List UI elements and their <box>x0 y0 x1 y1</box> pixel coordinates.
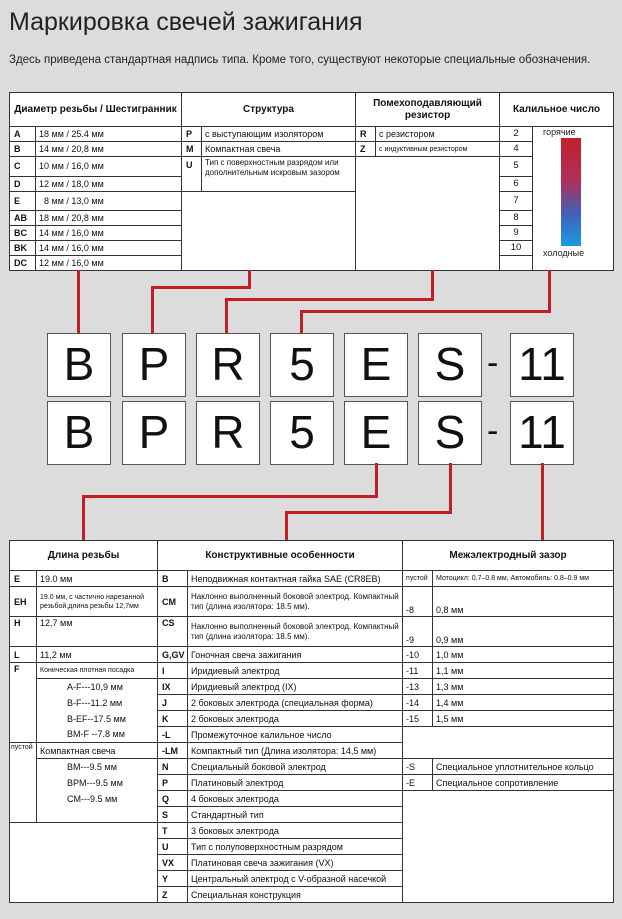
design-value: Платиновая свеча зажигания (VX) <box>188 855 403 871</box>
connector-heat-v1 <box>548 270 551 312</box>
heat-number: 10 <box>500 241 533 256</box>
design-code: IX <box>158 679 188 695</box>
thread-code: B <box>10 142 36 157</box>
code-letter-thread: B <box>47 333 111 397</box>
top-spec-table <box>9 92 614 271</box>
length-value: Коническая плотная посадка <box>37 663 158 679</box>
code-letter-thread: B <box>47 401 111 465</box>
length-code: F <box>10 663 37 743</box>
heat-number: 6 <box>500 176 533 191</box>
connector-heat-v2 <box>300 310 303 333</box>
gap-code: -15 <box>403 711 433 727</box>
gap-code: -14 <box>403 695 433 711</box>
thread-code: BC <box>10 226 36 241</box>
connector-design-v1 <box>449 463 452 513</box>
gap-empty <box>403 791 614 903</box>
cold-label: холодные <box>543 248 585 258</box>
hot-label: горячие <box>543 127 576 137</box>
connector-length-v2 <box>82 495 85 540</box>
design-value: Промежуточное калильное число <box>188 727 403 743</box>
design-code: T <box>158 823 188 839</box>
design-code: CS <box>158 617 188 647</box>
connector-resistor-v2 <box>225 298 228 333</box>
length-header: Длина резьбы <box>10 541 158 571</box>
resistor-value: с резистором <box>376 127 500 142</box>
design-code: J <box>158 695 188 711</box>
length-sub: BPM---9.5 мм <box>37 775 158 791</box>
code-letter-structure: P <box>122 401 186 465</box>
design-code: Q <box>158 791 188 807</box>
gap-value: 1,4 мм <box>433 695 614 711</box>
resistor-code: R <box>356 127 376 142</box>
thread-value: 14 мм / 16,0 мм <box>36 241 182 256</box>
heat-number: 4 <box>500 142 533 157</box>
design-value: Гоночная свеча зажигания <box>188 647 403 663</box>
length-value: 19.0 мм <box>37 571 158 587</box>
resistor-code: Z <box>356 142 376 157</box>
page-subtitle: Здесь приведена стандартная надпись типа. Кроме того, существуют некоторые специальные обозначения. <box>9 54 591 66</box>
design-value: 2 боковых электрода <box>188 711 403 727</box>
length-code: L <box>10 647 37 663</box>
length-value: Компактная свеча <box>37 743 158 759</box>
structure-code: P <box>182 127 202 142</box>
thread-code: A <box>10 127 36 142</box>
design-value: Тип с полуповерхностным разрядом <box>188 839 403 855</box>
heat-gradient-bar <box>561 138 581 246</box>
gap-value: 0,8 мм <box>433 587 614 617</box>
design-value: 4 боковых электрода <box>188 791 403 807</box>
length-sub: B-EF--17.5 мм <box>37 711 158 727</box>
code-dash: - <box>487 412 499 450</box>
design-code: I <box>158 663 188 679</box>
gap-empty <box>403 727 614 759</box>
design-value: Иридиевый электрод (IX) <box>188 679 403 695</box>
length-code: EH <box>10 587 37 617</box>
length-sub: BM-F --7.8 мм <box>37 727 158 743</box>
code-letter-gap: 11 <box>510 401 574 465</box>
gap-code: -11 <box>403 663 433 679</box>
design-code: Z <box>158 887 188 903</box>
thread-value: 18 мм / 25.4 мм <box>36 127 182 142</box>
gap-code: -9 <box>403 617 433 647</box>
gap-value: 1,5 мм <box>433 711 614 727</box>
thread-code: E <box>10 191 36 211</box>
design-code: K <box>158 711 188 727</box>
heat-header: Калильное число <box>500 93 614 127</box>
design-code: B <box>158 571 188 587</box>
code-letter-design: S <box>418 333 482 397</box>
design-value: Центральный электрод с V-образной насечкой <box>188 871 403 887</box>
thread-value: 12 мм / 18,0 мм <box>36 176 182 191</box>
design-code: N <box>158 759 188 775</box>
design-code: -LM <box>158 743 188 759</box>
length-sub: CM---9.5 мм <box>37 791 158 807</box>
design-code: CM <box>158 587 188 617</box>
length-code: пустой <box>10 743 37 823</box>
code-letter-resistor: R <box>196 333 260 397</box>
resistor-empty <box>356 157 500 271</box>
design-value: Компактный тип (Длина изолятора: 14,5 мм) <box>188 743 403 759</box>
resistor-header: Помехоподавляющий резистор <box>356 93 500 127</box>
design-code: U <box>158 839 188 855</box>
design-code: S <box>158 807 188 823</box>
design-value: Специальный боковой электрод <box>188 759 403 775</box>
code-dash: - <box>487 344 499 382</box>
thread-code: BK <box>10 241 36 256</box>
gap-code: -13 <box>403 679 433 695</box>
design-header: Конструктивные особенности <box>158 541 403 571</box>
heat-gradient-cell <box>533 127 614 271</box>
structure-value: с выступающим изолятором <box>202 127 356 142</box>
gap-value: Специальное уплотнительное кольцо <box>433 759 614 775</box>
thread-value: 8 мм / 13,0 мм <box>36 191 182 211</box>
heat-number: 9 <box>500 226 533 241</box>
length-value: 12,7 мм <box>37 617 158 647</box>
design-value: 2 боковых электрода (специальная форма) <box>188 695 403 711</box>
length-empty <box>37 807 158 823</box>
gap-value: 1,1 мм <box>433 663 614 679</box>
design-value: Стандартный тип <box>188 807 403 823</box>
gap-header: Межэлектродный зазор <box>403 541 614 571</box>
thread-value: 18 мм / 20,8 мм <box>36 211 182 226</box>
connector-structure-v2 <box>151 286 154 333</box>
thread-value: 14 мм / 20,8 мм <box>36 142 182 157</box>
code-letter-length: E <box>344 333 408 397</box>
length-empty <box>10 823 158 903</box>
length-sub: A-F---10,9 мм <box>37 679 158 695</box>
structure-code: M <box>182 142 202 157</box>
code-letter-design: S <box>418 401 482 465</box>
design-value: Специальная конструкция <box>188 887 403 903</box>
design-code: VX <box>158 855 188 871</box>
design-value: Неподвижная контактная гайка SAE (CR8EB) <box>188 571 403 587</box>
connector-design-v2 <box>285 511 288 540</box>
heat-number: 2 <box>500 127 533 142</box>
thread-header: Диаметр резьбы / Шестигранник <box>10 93 182 127</box>
connector-length-v1 <box>375 463 378 497</box>
design-value: Иридиевый электрод <box>188 663 403 679</box>
design-value: 3 боковых электрода <box>188 823 403 839</box>
gap-value: Мотоцикл: 0.7–0.8 мм, Автомобиль: 0.8–0.9 мм <box>433 571 614 587</box>
bottom-spec-table <box>9 540 614 903</box>
thread-code: D <box>10 176 36 191</box>
code-letter-resistor: R <box>196 401 260 465</box>
code-letter-gap: 11 <box>510 333 574 397</box>
connector-gap <box>541 463 544 540</box>
length-value: 11,2 мм <box>37 647 158 663</box>
structure-empty <box>182 191 356 271</box>
heat-number: 7 <box>500 191 533 211</box>
connector-design-h <box>285 511 452 514</box>
thread-code: AB <box>10 211 36 226</box>
length-sub: BM---9.5 мм <box>37 759 158 775</box>
design-code: G,GV <box>158 647 188 663</box>
gap-value: 1,0 мм <box>433 647 614 663</box>
gap-value: 1,3 мм <box>433 679 614 695</box>
design-code: Y <box>158 871 188 887</box>
code-letter-heat: 5 <box>270 333 334 397</box>
length-code: H <box>10 617 37 647</box>
thread-code: DC <box>10 256 36 271</box>
gap-code: -E <box>403 775 433 791</box>
thread-value: 10 мм / 16,0 мм <box>36 157 182 177</box>
connector-length-h <box>82 495 378 498</box>
gap-value: 0,9 мм <box>433 617 614 647</box>
length-code: E <box>10 571 37 587</box>
thread-value: 12 мм / 16,0 мм <box>36 256 182 271</box>
heat-number: 5 <box>500 157 533 177</box>
code-letter-length: E <box>344 401 408 465</box>
gap-value: Специальное сопротивление <box>433 775 614 791</box>
structure-header: Структура <box>182 93 356 127</box>
structure-code: U <box>182 157 202 192</box>
connector-heat-h <box>300 310 551 313</box>
connector-thread <box>77 270 80 333</box>
design-value: Платиновый электрод <box>188 775 403 791</box>
gap-code: -10 <box>403 647 433 663</box>
resistor-value: с индуктивным резистором <box>376 142 500 157</box>
gap-code: -S <box>403 759 433 775</box>
gap-code: пустой <box>403 571 433 587</box>
structure-value: Тип с поверхностным разрядом или дополнительным искровым зазором <box>202 157 356 192</box>
gap-code: -8 <box>403 587 433 617</box>
structure-value: Компактная свеча <box>202 142 356 157</box>
heat-number: 8 <box>500 211 533 226</box>
design-value: Наклонно выполненный боковой электрод. Компактный тип (длина изолятора: 18.5 мм). <box>188 587 403 617</box>
design-code: P <box>158 775 188 791</box>
design-code: -L <box>158 727 188 743</box>
thread-code: C <box>10 157 36 177</box>
connector-resistor-v1 <box>431 270 434 300</box>
code-letter-structure: P <box>122 333 186 397</box>
length-sub: B-F---11.2 мм <box>37 695 158 711</box>
connector-resistor-h <box>225 298 434 301</box>
thread-value: 14 мм / 16,0 мм <box>36 226 182 241</box>
design-value: Наклонно выполненный боковой электрод. Компактный тип (длина изолятора: 18.5 мм). <box>188 617 403 647</box>
code-letter-heat: 5 <box>270 401 334 465</box>
page-title: Маркировка свечей зажигания <box>9 8 363 36</box>
connector-structure-h <box>151 286 251 289</box>
length-value: 19.0 мм, с частично нарезанной резьбой,длина резьбы 12,7мм <box>37 587 158 617</box>
